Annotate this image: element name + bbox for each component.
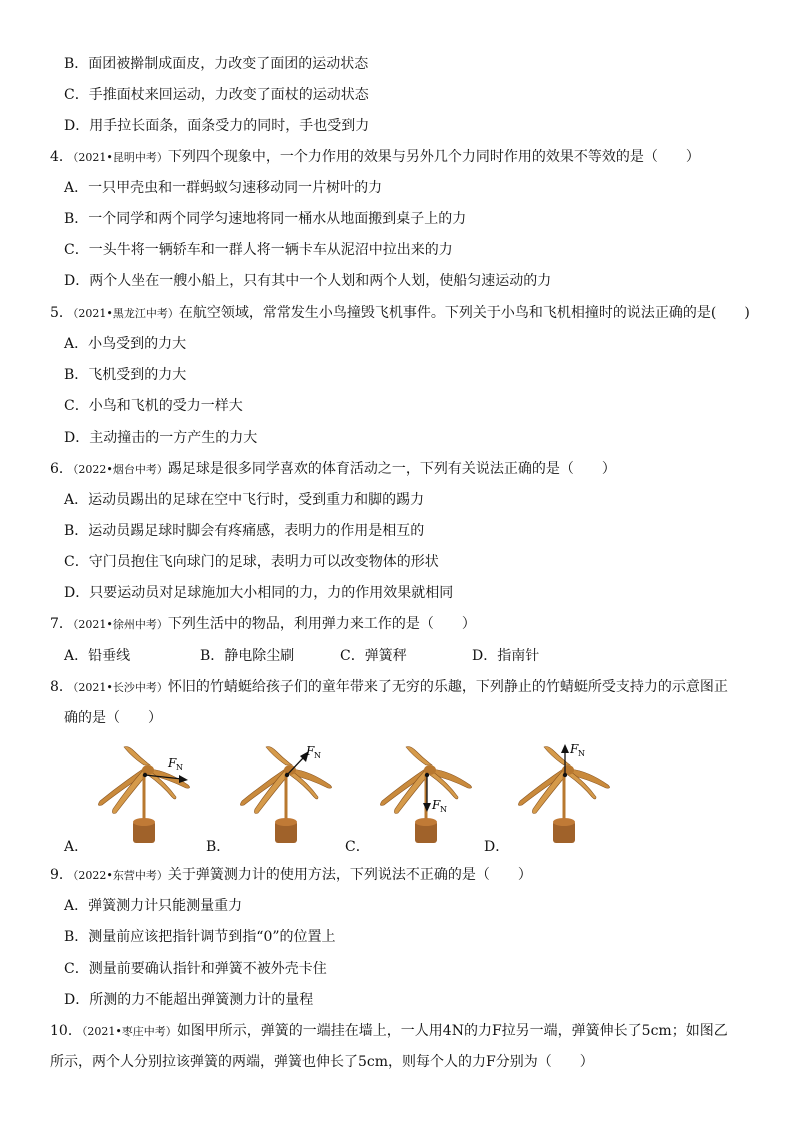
- q6-text: 踢足球是很多同学喜欢的体育活动之一，下列有关说法正确的是（ ）: [167, 461, 616, 477]
- q8-source: （2021•长沙中考）: [72, 681, 168, 694]
- q4-option-d: D．两个人坐在一艘小船上，只有其中一个人划和两个人划，使船匀速运动的力: [64, 273, 552, 289]
- q8-figure-label-a: A．: [64, 839, 89, 855]
- q6-stem: [50, 459, 616, 480]
- force-label-b: F: [306, 744, 315, 758]
- q4-option-c: C．一头牛将一辆轿车和一群人将一辆卡车从泥沼中拉出来的力: [64, 242, 453, 258]
- q5-option-c: C．小鸟和飞机的受力一样大: [64, 398, 243, 414]
- q4-number: 4．: [50, 149, 73, 165]
- dragonfly-figure-c: [370, 735, 500, 850]
- force-sub-d: N: [578, 749, 585, 758]
- q4-option-a: A．一只甲壳虫和一群蚂蚁匀速移动同一片树叶的力: [64, 180, 383, 196]
- q10-text: 如图甲所示，弹簧的一端挂在墙上，一人用4N的力F拉另一端，弹簧伸长了5cm；如图乙: [176, 1023, 728, 1039]
- q5-option-d: D．主动撞击的一方产生的力大: [64, 430, 258, 446]
- q5-stem: [50, 303, 750, 324]
- q8-number: 8．: [50, 679, 73, 695]
- q9-stem: [50, 865, 532, 886]
- q7-stem: [50, 614, 476, 635]
- q9-number: 9．: [50, 867, 73, 883]
- q7-option-d: D．指南针: [472, 648, 540, 664]
- q9-source: （2022•东营中考）: [72, 869, 168, 882]
- dragonfly-figure-a: [88, 735, 218, 850]
- q4-stem: [50, 147, 700, 168]
- q8-text: 怀旧的竹蜻蜓给孩子们的童年带来了无穷的乐趣，下列静止的竹蜻蜓所受支持力的示意图正: [167, 679, 728, 695]
- q5-source: （2021•黑龙江中考）: [72, 307, 179, 320]
- force-label-c: F: [432, 798, 441, 812]
- q10-stem: [50, 1021, 728, 1042]
- force-label-d: F: [570, 742, 579, 756]
- q7-source: （2021•徐州中考）: [72, 618, 168, 631]
- q4-text: 下列四个现象中，一个力作用的效果与另外几个力同时作用的效果不等效的是（ ）: [167, 149, 700, 165]
- q7-option-b: B．静电除尘刷: [200, 648, 295, 664]
- force-sub-b: N: [314, 751, 321, 760]
- q3-option-c: C．手推面杖来回运动，力改变了面杖的运动状态: [64, 87, 369, 103]
- q3-option-d: D．用手拉长面条，面条受力的同时，手也受到力: [64, 118, 370, 134]
- q9-option-a: A．弹簧测力计只能测量重力: [64, 898, 243, 914]
- q8-figure-label-b: B．: [206, 839, 231, 855]
- q7-options-row: [0, 646, 794, 666]
- q5-number: 5．: [50, 305, 73, 321]
- force-sub-c: N: [440, 805, 447, 814]
- q8-stem: [50, 677, 728, 698]
- q10-source: （2021•枣庄中考）: [81, 1025, 177, 1038]
- q9-option-b: B．测量前应该把指针调节到指“0”的位置上: [64, 929, 336, 945]
- dragonfly-figure-d: [508, 735, 638, 850]
- q5-option-b: B．飞机受到的力大: [64, 367, 187, 383]
- q9-option-c: C．测量前要确认指针和弹簧不被外壳卡住: [64, 961, 327, 977]
- q6-source: （2022•烟台中考）: [72, 463, 168, 476]
- force-sub-a: N: [176, 763, 183, 772]
- dragonfly-figure-b: [230, 735, 360, 850]
- q10-stem-cont: 所示，两个人分别拉该弹簧的两端，弹簧也伸长了5cm，则每个人的力F分别为（ ）: [50, 1054, 594, 1070]
- q6-number: 6．: [50, 461, 73, 477]
- q9-text: 关于弹簧测力计的使用方法，下列说法不正确的是（ ）: [167, 867, 532, 883]
- q3-option-b: B．面团被擀制成面皮，力改变了面团的运动状态: [64, 56, 369, 72]
- q6-option-a: A．运动员踢出的足球在空中飞行时，受到重力和脚的踢力: [64, 492, 425, 508]
- q8-figure-label-d: D．: [484, 839, 510, 855]
- q4-option-b: B．一个同学和两个同学匀速地将同一桶水从地面搬到桌子上的力: [64, 211, 467, 227]
- q7-option-c: C．弹簧秤: [340, 648, 407, 664]
- q7-option-a: A．铅垂线: [64, 648, 131, 664]
- q6-option-d: D．只要运动员对足球施加大小相同的力，力的作用效果就相同: [64, 585, 454, 601]
- q6-option-b: B．运动员踢足球时脚会有疼痛感，表明力的作用是相互的: [64, 523, 425, 539]
- q5-text: 在航空领域，常常发生小鸟撞毁飞机事件。下列关于小鸟和飞机相撞时的说法正确的是( ): [178, 305, 750, 321]
- force-label-a: F: [168, 756, 177, 770]
- q10-number: 10．: [50, 1023, 82, 1039]
- q7-text: 下列生活中的物品，利用弹力来工作的是（ ）: [167, 616, 476, 632]
- q4-source: （2021•昆明中考）: [72, 151, 168, 164]
- q8-stem-cont: 确的是（ ）: [64, 710, 162, 726]
- q7-number: 7．: [50, 616, 73, 632]
- q5-option-a: A．小鸟受到的力大: [64, 336, 187, 352]
- q9-option-d: D．所测的力不能超出弹簧测力计的量程: [64, 992, 314, 1008]
- q6-option-c: C．守门员抱住飞向球门的足球，表明力可以改变物体的形状: [64, 554, 439, 570]
- q8-figure-label-c: C．: [345, 839, 370, 855]
